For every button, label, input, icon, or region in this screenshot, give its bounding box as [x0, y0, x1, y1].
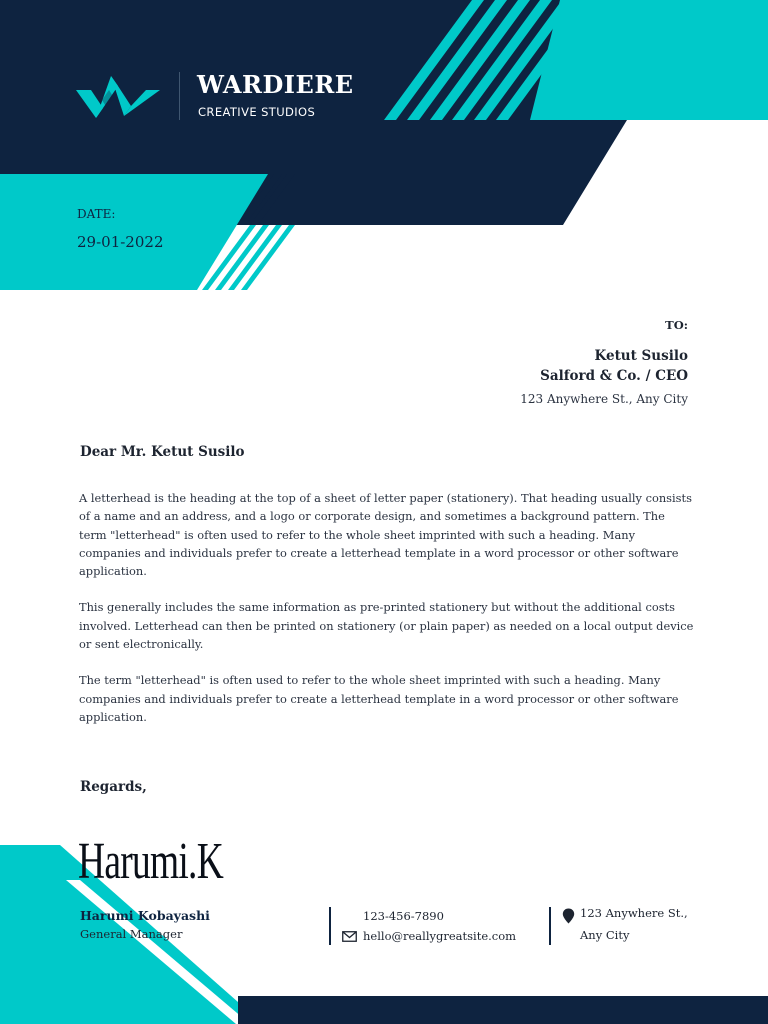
phone-number: 123-456-7890: [363, 909, 444, 923]
recipient-address: 123 Anywhere St., Any City: [520, 392, 688, 406]
brand-tagline: CREATIVE STUDIOS: [198, 105, 316, 119]
date-label: DATE:: [77, 207, 116, 221]
recipient-block: [520, 318, 688, 409]
footer-address-line2: Any City: [580, 928, 630, 942]
body-paragraph: A letterhead is the heading at the top of a sheet of letter paper (stationery). That heading usually consists of a name and an address, and a logo or corporate design, and sometimes a background pattern. The term "letterhead" is often used to refer to the whole sheet imprinted with such a heading. Many companies and individuals prefer to create a letterhead template in a word processor or other software application.: [79, 491, 692, 579]
handwritten-signature: Harumi.K: [78, 833, 224, 890]
footer-address-line1: 123 Anywhere St.,: [580, 906, 688, 920]
email-address[interactable]: hello@reallygreatsite.com: [363, 929, 517, 943]
logo-divider: [179, 72, 180, 120]
location-pin-icon: [562, 908, 575, 924]
letter-body: [79, 489, 694, 744]
body-paragraph: This generally includes the same information as pre-printed stationery but without the additional costs involved. Letterhead can then be printed on stationery (or plain paper) as needed on a local output device or sent electronically.: [79, 600, 694, 652]
closing: Regards,: [80, 779, 147, 795]
signer-name: Harumi Kobayashi: [80, 908, 210, 923]
envelope-icon: [342, 931, 357, 942]
body-paragraph: The term "letterhead" is often used to refer to the whole sheet imprinted with such a heading. Many companies and individuals prefer to create a letterhead template in a word processor or other software application.: [79, 673, 679, 724]
contact-divider: [549, 907, 551, 945]
signer-title: General Manager: [80, 927, 183, 941]
to-label: TO:: [665, 318, 688, 332]
recipient-company: Salford & Co. / CEO: [540, 368, 688, 384]
wardiere-logo-icon: [76, 72, 162, 120]
salutation: Dear Mr. Ketut Susilo: [80, 444, 245, 460]
date-value: 29-01-2022: [77, 233, 164, 251]
recipient-name: Ketut Susilo: [594, 348, 688, 364]
brand-name: WARDIERE: [197, 70, 354, 99]
contact-divider: [329, 907, 331, 945]
